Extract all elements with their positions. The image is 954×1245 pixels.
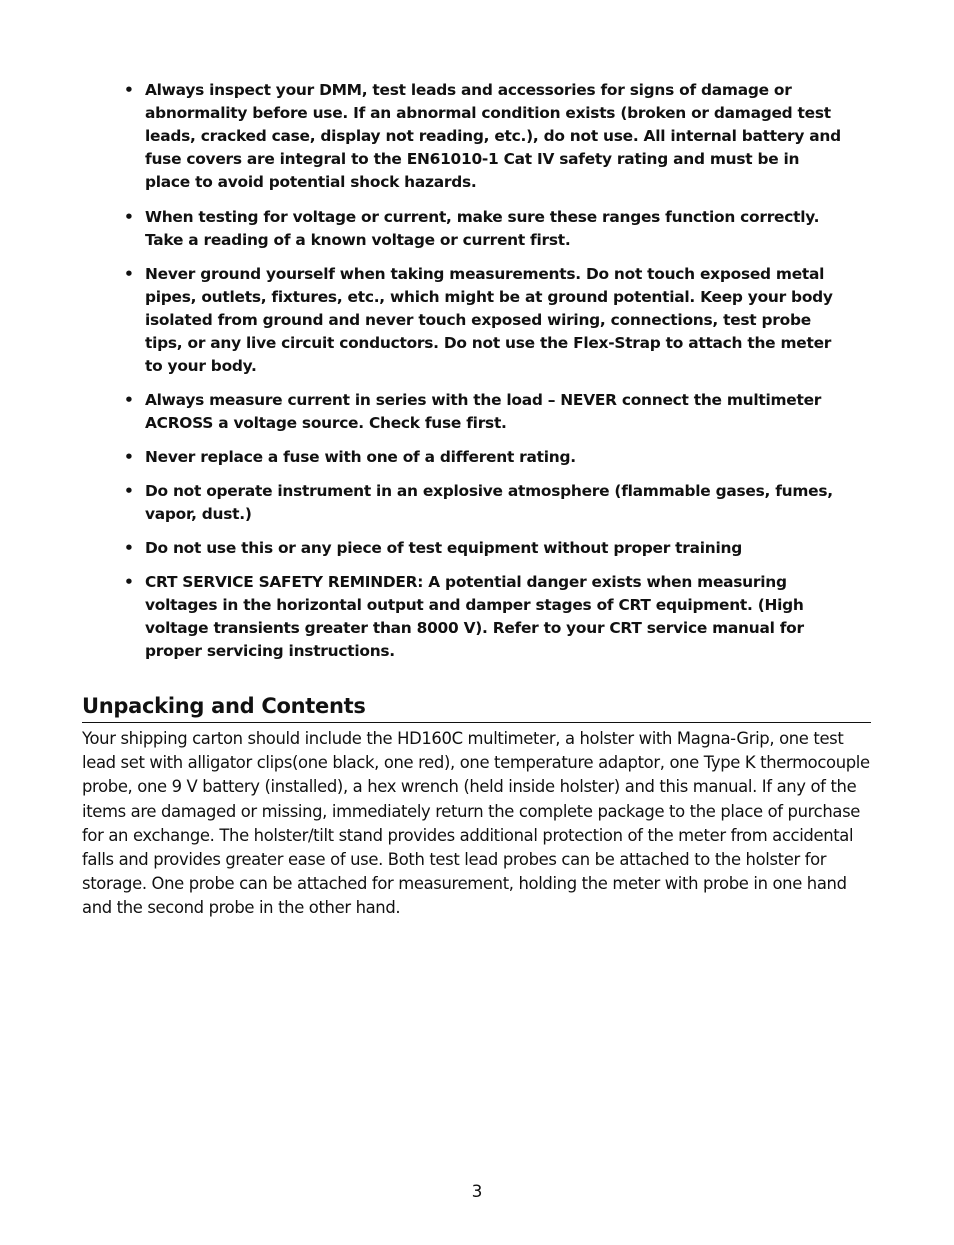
safety-bullet-list (124, 79, 844, 674)
bullet-text: Never ground yourself when taking measurements. Do not touch exposed metal pipes, outlets, fixtures, etc., which might be at ground potential. Keep your body isolated from ground and never touch exposed wiring, connections, test probe tips, or any live circuit conductors. Do not use the Flex-Strap to attach the meter to your body. (145, 265, 833, 375)
bullet-text: Always inspect your DMM, test leads and accessories for signs of damage or abnormality before use. If an abnormal condition exists (broken or damaged test leads, cracked case, display not reading, etc.), do not use. All internal battery and fuse covers are integral to the EN61010-1 Cat IV safety rating and must be in place to avoid potential shock hazards. (145, 81, 841, 191)
section-heading: Unpacking and Contents (82, 690, 871, 723)
bullet-marker: • (124, 482, 134, 500)
bullet-marker: • (124, 208, 134, 226)
bullet-item (124, 389, 844, 435)
bullet-item (124, 263, 844, 378)
bullet-text: CRT SERVICE SAFETY REMINDER: A potential danger exists when measuring voltages in the horizontal output and damper stages of CRT equipment. (High voltage transients greater than 8000 V). Refer to your CRT service manual for proper servicing instructions. (145, 573, 804, 660)
bullet-marker: • (124, 573, 134, 591)
bullet-text: When testing for voltage or current, make sure these ranges function correctly. Take a reading of a known voltage or current first. (145, 208, 820, 249)
bullet-item (124, 79, 844, 194)
bullet-text: Never replace a fuse with one of a different rating. (145, 448, 576, 466)
page-number: 3 (471, 1182, 483, 1202)
bullet-text: Do not use this or any piece of test equipment without proper training (145, 539, 742, 557)
bullet-text: Do not operate instrument in an explosive atmosphere (flammable gases, fumes, vapor, dust.) (145, 482, 833, 523)
bullet-item (124, 446, 844, 469)
bullet-item (124, 537, 844, 560)
bullet-marker: • (124, 81, 134, 99)
bullet-item (124, 571, 844, 663)
bullet-item (124, 206, 844, 252)
bullet-marker: • (124, 391, 134, 409)
bullet-item (124, 480, 844, 526)
bullet-marker: • (124, 448, 134, 466)
bullet-marker: • (124, 539, 134, 557)
bullet-marker: • (124, 265, 134, 283)
section-paragraph: Your shipping carton should include the HD160C multimeter, a holster with Magna-Grip, one test lead set with alligator clips(one black, one red), one temperature adaptor, one Type K thermocouple probe, one 9 V battery (installed), a hex wrench (held inside holster) and this manual. If any of the items are damaged or missing, immediately return the complete package to the place of purchase for an exchange. The holster/tilt stand provides additional protection of the meter from accidental falls and provides greater ease of use. Both test lead probes can be attached to the holster for storage. One probe can be attached for measurement, holding the meter with probe in one hand and the second probe in the other hand. (82, 729, 870, 918)
bullet-text: Always measure current in series with the load – NEVER connect the multimeter ACROSS a voltage source. Check fuse first. (145, 391, 822, 432)
